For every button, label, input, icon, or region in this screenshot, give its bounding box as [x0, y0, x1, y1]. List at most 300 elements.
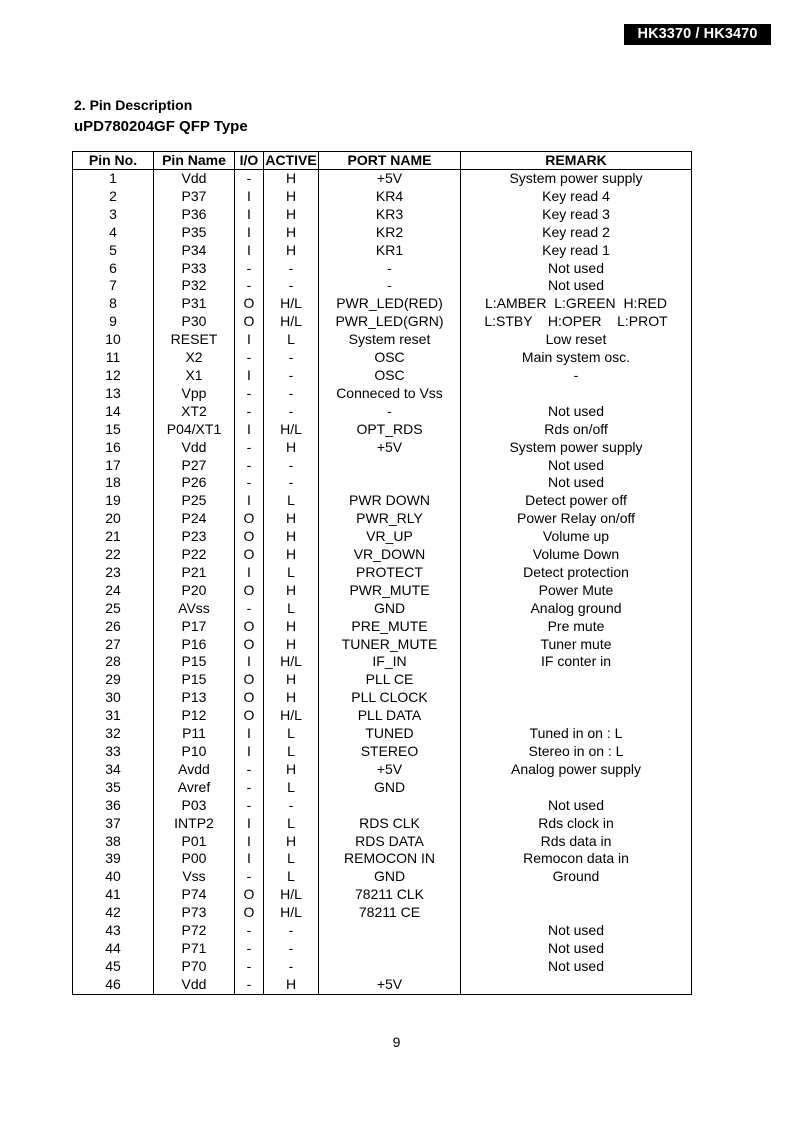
table-row [73, 761, 692, 779]
pin-no-cell: 27 [73, 636, 154, 654]
io-cell: O [235, 528, 264, 546]
io-cell: O [235, 636, 264, 654]
pin-no-cell: 15 [73, 421, 154, 439]
remark-cell: Power Relay on/off [461, 510, 692, 528]
io-cell: I [235, 331, 264, 349]
pin-name-cell: P26 [154, 474, 235, 492]
pin-name-cell: P13 [154, 689, 235, 707]
active-cell: L [264, 331, 319, 349]
pin-name-cell: P30 [154, 313, 235, 331]
pin-no-cell: 25 [73, 600, 154, 618]
remark-cell: Not used [461, 260, 692, 278]
pin-name-cell: P23 [154, 528, 235, 546]
remark-cell: Key read 2 [461, 224, 692, 242]
io-cell: - [235, 958, 264, 976]
pin-no-cell: 41 [73, 886, 154, 904]
io-cell: - [235, 761, 264, 779]
io-cell: O [235, 546, 264, 564]
remark-cell: Not used [461, 457, 692, 475]
table-row [73, 170, 692, 188]
table-row [73, 277, 692, 295]
port-name-cell: PLL CLOCK [319, 689, 461, 707]
active-cell: - [264, 457, 319, 475]
remark-cell: Tuned in on : L [461, 725, 692, 743]
pin-no-cell: 34 [73, 761, 154, 779]
pin-name-cell: P01 [154, 833, 235, 851]
pin-no-cell: 4 [73, 224, 154, 242]
remark-cell: Not used [461, 922, 692, 940]
active-cell: H/L [264, 904, 319, 922]
table-row [73, 492, 692, 510]
active-cell: H/L [264, 295, 319, 313]
pin-name-cell: P17 [154, 618, 235, 636]
pin-name-cell: P15 [154, 653, 235, 671]
table-row [73, 725, 692, 743]
table-row [73, 564, 692, 582]
pin-name-cell: Vss [154, 868, 235, 886]
table-row [73, 815, 692, 833]
remark-cell: Rds on/off [461, 421, 692, 439]
port-name-cell: TUNER_MUTE [319, 636, 461, 654]
pin-no-cell: 44 [73, 940, 154, 958]
remark-cell: Rds data in [461, 833, 692, 851]
pin-no-cell: 21 [73, 528, 154, 546]
port-name-cell: IF_IN [319, 653, 461, 671]
active-cell: L [264, 725, 319, 743]
pin-no-cell: 10 [73, 331, 154, 349]
active-cell: L [264, 815, 319, 833]
pin-no-cell: 12 [73, 367, 154, 385]
io-cell: O [235, 904, 264, 922]
port-name-cell: OSC [319, 367, 461, 385]
active-cell: - [264, 797, 319, 815]
pin-name-cell: P71 [154, 940, 235, 958]
port-name-cell: PWR_LED(GRN) [319, 313, 461, 331]
remark-cell: Stereo in on : L [461, 743, 692, 761]
remark-cell: Analog ground [461, 600, 692, 618]
pin-name-cell: P74 [154, 886, 235, 904]
pin-no-cell: 20 [73, 510, 154, 528]
page-number: 9 [392, 1034, 401, 1050]
pin-no-cell: 40 [73, 868, 154, 886]
pin-no-cell: 8 [73, 295, 154, 313]
remark-cell: Main system osc. [461, 349, 692, 367]
active-cell: H/L [264, 421, 319, 439]
io-cell: O [235, 707, 264, 725]
pin-no-cell: 1 [73, 170, 154, 188]
remark-cell [461, 779, 692, 797]
io-cell: O [235, 295, 264, 313]
io-cell: I [235, 725, 264, 743]
active-cell: H [264, 528, 319, 546]
column-header-io: I/O [235, 152, 264, 170]
port-name-cell: RDS CLK [319, 815, 461, 833]
pin-name-cell: P03 [154, 797, 235, 815]
pin-no-cell: 42 [73, 904, 154, 922]
port-name-cell: PRE_MUTE [319, 618, 461, 636]
active-cell: L [264, 850, 319, 868]
io-cell: O [235, 689, 264, 707]
port-name-cell: PLL DATA [319, 707, 461, 725]
remark-cell: L:AMBER L:GREEN H:RED [461, 295, 692, 313]
pin-no-cell: 38 [73, 833, 154, 851]
pin-name-cell: Avdd [154, 761, 235, 779]
pin-name-cell: X1 [154, 367, 235, 385]
table-row [73, 779, 692, 797]
table-row [73, 403, 692, 421]
port-name-cell: PWR DOWN [319, 492, 461, 510]
table-row [73, 940, 692, 958]
pin-name-cell: XT2 [154, 403, 235, 421]
pin-name-cell: P35 [154, 224, 235, 242]
table-row [73, 188, 692, 206]
active-cell: H [264, 618, 319, 636]
remark-cell: Not used [461, 958, 692, 976]
remark-cell: Ground [461, 868, 692, 886]
pin-name-cell: P04/XT1 [154, 421, 235, 439]
active-cell: H [264, 671, 319, 689]
port-name-cell: Conneced to Vss [319, 385, 461, 403]
pin-no-cell: 33 [73, 743, 154, 761]
remark-cell: Remocon data in [461, 850, 692, 868]
pin-no-cell: 13 [73, 385, 154, 403]
remark-cell [461, 904, 692, 922]
remark-cell: L:STBY H:OPER L:PROT [461, 313, 692, 331]
io-cell: - [235, 385, 264, 403]
io-cell: - [235, 170, 264, 188]
pin-name-cell: Avref [154, 779, 235, 797]
pin-name-cell: Vdd [154, 170, 235, 188]
remark-cell [461, 671, 692, 689]
remark-cell: Key read 1 [461, 242, 692, 260]
io-cell: I [235, 206, 264, 224]
active-cell: H [264, 224, 319, 242]
table-row [73, 367, 692, 385]
table-row [73, 457, 692, 475]
pin-name-cell: P25 [154, 492, 235, 510]
table-row [73, 510, 692, 528]
pin-no-cell: 36 [73, 797, 154, 815]
table-row [73, 528, 692, 546]
table-row [73, 474, 692, 492]
pin-name-cell: P12 [154, 707, 235, 725]
remark-cell: Pre mute [461, 618, 692, 636]
active-cell: L [264, 564, 319, 582]
table-row [73, 385, 692, 403]
pin-name-cell: Vpp [154, 385, 235, 403]
io-cell: I [235, 367, 264, 385]
pin-name-cell: INTP2 [154, 815, 235, 833]
table-row [73, 707, 692, 725]
pin-no-cell: 39 [73, 850, 154, 868]
port-name-cell [319, 457, 461, 475]
remark-cell: Not used [461, 403, 692, 421]
pin-name-cell: AVss [154, 600, 235, 618]
active-cell: H [264, 833, 319, 851]
table-row [73, 886, 692, 904]
table-row [73, 958, 692, 976]
remark-cell: Not used [461, 277, 692, 295]
pin-no-cell: 35 [73, 779, 154, 797]
active-cell: H [264, 510, 319, 528]
io-cell: I [235, 850, 264, 868]
port-name-cell: OSC [319, 349, 461, 367]
pin-name-cell: P16 [154, 636, 235, 654]
remark-cell: Not used [461, 940, 692, 958]
active-cell: H [264, 170, 319, 188]
pin-name-cell: P11 [154, 725, 235, 743]
pin-name-cell: P27 [154, 457, 235, 475]
io-cell: I [235, 833, 264, 851]
io-cell: - [235, 797, 264, 815]
port-name-cell: +5V [319, 439, 461, 457]
active-cell: H/L [264, 653, 319, 671]
pin-name-cell: P15 [154, 671, 235, 689]
pin-name-cell: P00 [154, 850, 235, 868]
active-cell: H [264, 582, 319, 600]
active-cell: - [264, 940, 319, 958]
active-cell: H [264, 976, 319, 994]
pin-name-cell: P20 [154, 582, 235, 600]
port-name-cell: +5V [319, 761, 461, 779]
pin-table-body [73, 170, 692, 995]
table-row [73, 797, 692, 815]
remark-cell: Detect protection [461, 564, 692, 582]
active-cell: H/L [264, 707, 319, 725]
io-cell: O [235, 671, 264, 689]
remark-cell: Not used [461, 474, 692, 492]
table-row [73, 671, 692, 689]
table-row [73, 242, 692, 260]
pin-no-cell: 5 [73, 242, 154, 260]
pin-no-cell: 45 [73, 958, 154, 976]
remark-cell [461, 385, 692, 403]
port-name-cell: 78211 CLK [319, 886, 461, 904]
pin-name-cell: P21 [154, 564, 235, 582]
column-header-active: ACTIVE [265, 152, 317, 168]
pin-no-cell: 19 [73, 492, 154, 510]
io-cell: - [235, 260, 264, 278]
io-cell: O [235, 886, 264, 904]
io-cell: I [235, 492, 264, 510]
active-cell: H [264, 206, 319, 224]
io-cell: - [235, 439, 264, 457]
pin-no-cell: 30 [73, 689, 154, 707]
active-cell: L [264, 868, 319, 886]
port-name-cell: - [319, 403, 461, 421]
remark-cell: IF conter in [461, 653, 692, 671]
active-cell: - [264, 349, 319, 367]
table-row [73, 421, 692, 439]
pin-description-table [72, 151, 692, 995]
pin-no-cell: 6 [73, 260, 154, 278]
table-row [73, 295, 692, 313]
io-cell: - [235, 600, 264, 618]
active-cell: H [264, 439, 319, 457]
table-row [73, 743, 692, 761]
remark-cell: Key read 4 [461, 188, 692, 206]
io-cell: I [235, 188, 264, 206]
table-row [73, 313, 692, 331]
io-cell: I [235, 743, 264, 761]
active-cell: H [264, 689, 319, 707]
column-header-pin-no: Pin No. [73, 152, 154, 170]
port-name-cell: TUNED [319, 725, 461, 743]
port-name-cell [319, 958, 461, 976]
table-row [73, 653, 692, 671]
pin-no-cell: 37 [73, 815, 154, 833]
column-header-port-name: PORT NAME [319, 152, 461, 170]
io-cell: - [235, 277, 264, 295]
active-cell: H [264, 761, 319, 779]
io-cell: I [235, 224, 264, 242]
port-name-cell: GND [319, 600, 461, 618]
port-name-cell: PROTECT [319, 564, 461, 582]
column-header-pin-name: Pin Name [154, 152, 235, 170]
table-row [73, 331, 692, 349]
pin-no-cell: 14 [73, 403, 154, 421]
io-cell: - [235, 474, 264, 492]
pin-no-cell: 9 [73, 313, 154, 331]
io-cell: - [235, 940, 264, 958]
io-cell: I [235, 242, 264, 260]
port-name-cell: PLL CE [319, 671, 461, 689]
port-name-cell: - [319, 260, 461, 278]
port-name-cell: PWR_RLY [319, 510, 461, 528]
active-cell: - [264, 277, 319, 295]
pin-no-cell: 23 [73, 564, 154, 582]
pin-name-cell: P70 [154, 958, 235, 976]
table-row [73, 349, 692, 367]
table-row [73, 922, 692, 940]
pin-name-cell: P24 [154, 510, 235, 528]
pin-no-cell: 46 [73, 976, 154, 994]
io-cell: O [235, 313, 264, 331]
port-name-cell: 78211 CE [319, 904, 461, 922]
table-row [73, 868, 692, 886]
pin-name-cell: P33 [154, 260, 235, 278]
active-cell: - [264, 385, 319, 403]
port-name-cell: RDS DATA [319, 833, 461, 851]
pin-name-cell: P37 [154, 188, 235, 206]
pin-name-cell: P10 [154, 743, 235, 761]
pin-no-cell: 16 [73, 439, 154, 457]
remark-cell: - [461, 367, 692, 385]
io-cell: - [235, 403, 264, 421]
port-name-cell: PWR_LED(RED) [319, 295, 461, 313]
io-cell: - [235, 868, 264, 886]
port-name-cell: KR1 [319, 242, 461, 260]
pin-no-cell: 2 [73, 188, 154, 206]
table-row [73, 618, 692, 636]
active-cell: - [264, 958, 319, 976]
port-name-cell: System reset [319, 331, 461, 349]
port-name-cell: REMOCON IN [319, 850, 461, 868]
io-cell: I [235, 653, 264, 671]
pin-no-cell: 32 [73, 725, 154, 743]
io-cell: I [235, 564, 264, 582]
active-cell: L [264, 600, 319, 618]
table-row [73, 546, 692, 564]
port-name-cell: +5V [319, 170, 461, 188]
chip-type-title: uPD780204GF QFP Type [74, 118, 248, 135]
io-cell: - [235, 349, 264, 367]
active-cell: - [264, 922, 319, 940]
active-cell: H [264, 636, 319, 654]
port-name-cell: GND [319, 868, 461, 886]
pin-no-cell: 29 [73, 671, 154, 689]
active-cell: - [264, 260, 319, 278]
pin-no-cell: 17 [73, 457, 154, 475]
pin-name-cell: P36 [154, 206, 235, 224]
active-cell: H [264, 546, 319, 564]
io-cell: - [235, 976, 264, 994]
remark-cell: Analog power supply [461, 761, 692, 779]
remark-cell: Low reset [461, 331, 692, 349]
table-row [73, 582, 692, 600]
pin-name-cell: P34 [154, 242, 235, 260]
active-cell: L [264, 779, 319, 797]
pin-no-cell: 18 [73, 474, 154, 492]
remark-cell [461, 707, 692, 725]
io-cell: O [235, 582, 264, 600]
io-cell: I [235, 815, 264, 833]
table-row [73, 689, 692, 707]
port-name-cell: VR_DOWN [319, 546, 461, 564]
active-cell: H [264, 242, 319, 260]
active-cell: L [264, 492, 319, 510]
section-title: 2. Pin Description [74, 97, 193, 113]
port-name-cell: PWR_MUTE [319, 582, 461, 600]
pin-name-cell: Vdd [154, 439, 235, 457]
remark-cell: Power Mute [461, 582, 692, 600]
model-badge: HK3370 / HK3470 [624, 24, 771, 45]
port-name-cell [319, 797, 461, 815]
port-name-cell: OPT_RDS [319, 421, 461, 439]
pin-name-cell: P22 [154, 546, 235, 564]
remark-cell: Rds clock in [461, 815, 692, 833]
io-cell: - [235, 922, 264, 940]
pin-name-cell: RESET [154, 331, 235, 349]
remark-cell: System power supply [461, 170, 692, 188]
port-name-cell: STEREO [319, 743, 461, 761]
remark-cell [461, 689, 692, 707]
remark-cell: Key read 3 [461, 206, 692, 224]
pin-no-cell: 43 [73, 922, 154, 940]
active-cell: H/L [264, 313, 319, 331]
table-row [73, 850, 692, 868]
pin-name-cell: P72 [154, 922, 235, 940]
column-header-remark: REMARK [461, 152, 692, 170]
io-cell: - [235, 779, 264, 797]
active-cell: - [264, 367, 319, 385]
active-cell: H/L [264, 886, 319, 904]
pin-name-cell: P31 [154, 295, 235, 313]
pin-no-cell: 28 [73, 653, 154, 671]
pin-no-cell: 22 [73, 546, 154, 564]
port-name-cell [319, 940, 461, 958]
remark-cell: Volume Down [461, 546, 692, 564]
port-name-cell: KR3 [319, 206, 461, 224]
table-row [73, 260, 692, 278]
port-name-cell: KR2 [319, 224, 461, 242]
remark-cell: Not used [461, 797, 692, 815]
pin-no-cell: 11 [73, 349, 154, 367]
remark-cell: Volume up [461, 528, 692, 546]
port-name-cell: VR_UP [319, 528, 461, 546]
remark-cell: Detect power off [461, 492, 692, 510]
pin-name-cell: P32 [154, 277, 235, 295]
